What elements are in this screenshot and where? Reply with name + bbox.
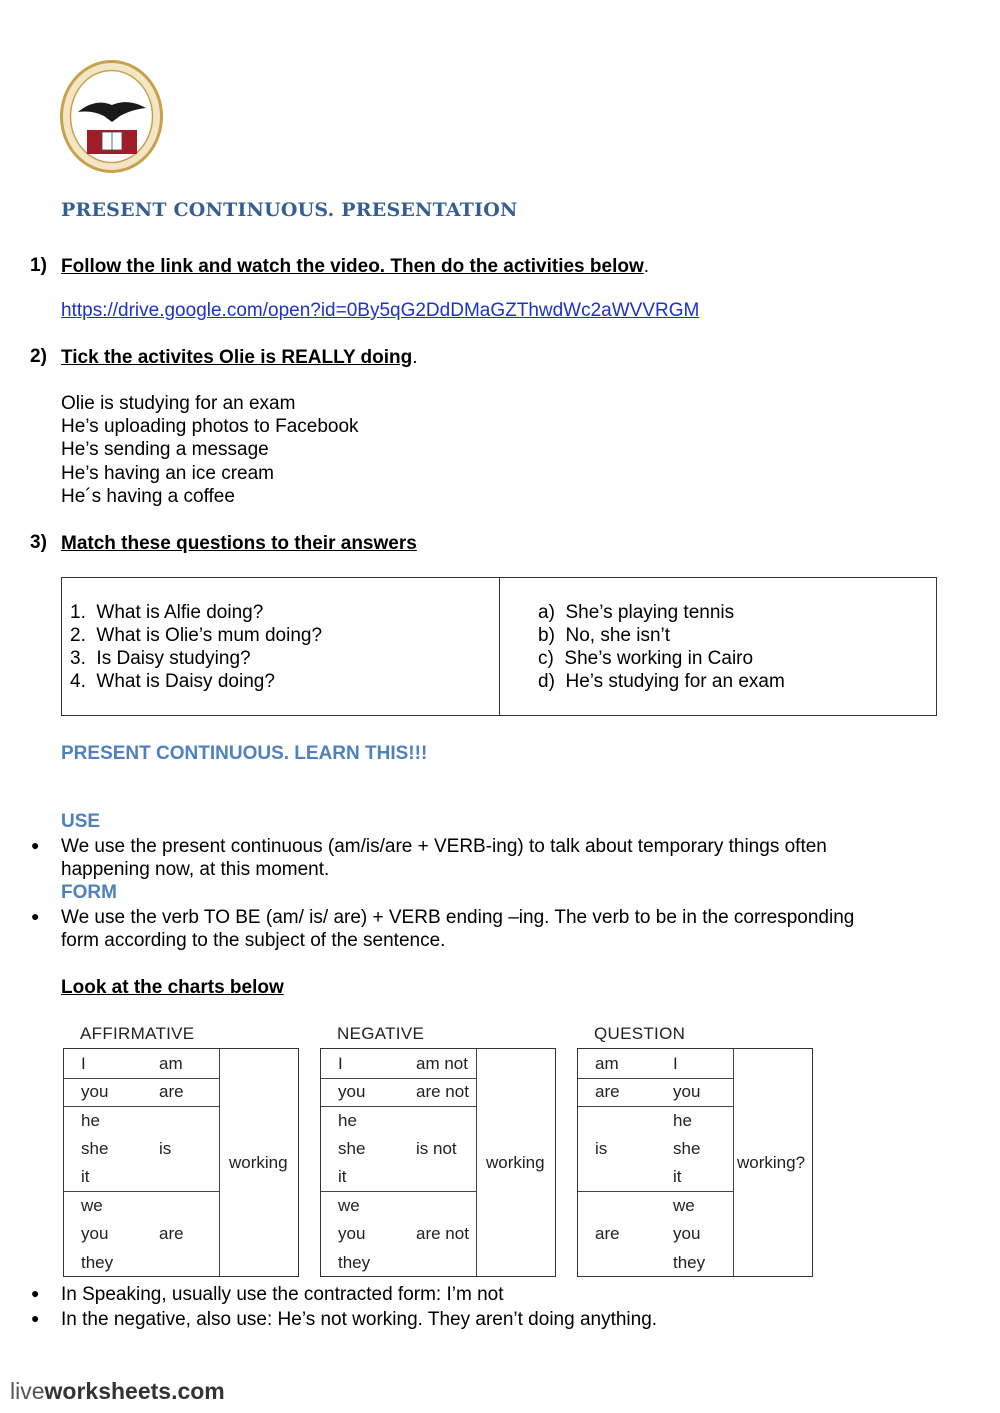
chart-verb-form: are not — [416, 1224, 469, 1243]
footer-suffix: .com — [171, 1378, 225, 1404]
affirmative-title: AFFIRMATIVE — [80, 1024, 195, 1043]
chart-subject: he — [673, 1111, 692, 1130]
answer-text: No, she isn’t — [565, 625, 671, 646]
activity-item[interactable]: Olie is studying for an exam — [61, 393, 296, 414]
chart-column-divider — [733, 1049, 734, 1276]
question-item[interactable] — [70, 670, 275, 693]
chart-subject: she — [673, 1139, 701, 1158]
charts-heading-text: Look at the charts below — [61, 977, 284, 998]
note-contracted-form: In Speaking, usually use the contracted form: I’m not — [61, 1284, 504, 1305]
chart-subject: he — [338, 1111, 357, 1130]
bullet-icon: ● — [31, 1310, 40, 1326]
question-text: What is Olie’s mum doing? — [96, 625, 323, 646]
chart-verb-form: am — [595, 1054, 619, 1073]
chart-row-divider — [321, 1106, 476, 1107]
chart-row-divider — [321, 1078, 476, 1079]
question-item[interactable] — [70, 624, 322, 647]
negative-title: NEGATIVE — [337, 1024, 425, 1043]
chart-subject: they — [338, 1253, 371, 1272]
chart-row-divider — [578, 1106, 733, 1107]
answer-item[interactable] — [538, 624, 670, 647]
section-1-number: 1) — [30, 255, 47, 276]
question-number: 2. — [70, 625, 86, 646]
form-label: FORM — [61, 882, 117, 903]
affirmative-chart — [63, 1048, 299, 1277]
activity-item[interactable]: He´s having a coffee — [61, 486, 235, 507]
chart-subject: we — [673, 1196, 695, 1215]
section-1-heading — [61, 255, 649, 278]
answer-item[interactable] — [538, 647, 753, 670]
chart-verb-form: am not — [416, 1054, 468, 1073]
chart-subject: you — [673, 1224, 701, 1243]
question-item[interactable] — [70, 647, 251, 670]
charts-heading — [61, 976, 284, 999]
chart-subject: they — [81, 1253, 114, 1272]
chart-subject: we — [338, 1196, 360, 1215]
use-label: USE — [61, 811, 101, 832]
negative-chart — [320, 1048, 556, 1277]
chart-row-divider — [578, 1078, 733, 1079]
chart-row-divider — [64, 1078, 219, 1079]
chart-subject: you — [338, 1224, 366, 1243]
chart-subject: we — [81, 1196, 103, 1215]
chart-subject: she — [81, 1139, 109, 1158]
chart-row-divider — [64, 1106, 219, 1107]
answer-item[interactable] — [538, 670, 785, 693]
bullet-icon: ● — [31, 837, 40, 853]
match-table — [61, 577, 937, 716]
match-table-divider — [499, 578, 500, 715]
answer-letter: b) — [538, 625, 555, 646]
activity-item[interactable]: He’s sending a message — [61, 439, 269, 460]
chart-row-divider — [321, 1191, 476, 1192]
answer-item[interactable] — [538, 601, 734, 624]
chart-subject: I — [81, 1054, 86, 1073]
answer-letter: d) — [538, 671, 555, 692]
chart-subject: it — [81, 1167, 90, 1186]
university-logo — [60, 60, 163, 173]
section-2-period: . — [412, 347, 418, 368]
chart-subject: you — [673, 1082, 701, 1101]
chart-column-divider — [476, 1049, 477, 1276]
section-2-heading — [61, 346, 418, 369]
learn-heading: PRESENT CONTINUOUS. LEARN THIS!!! — [61, 743, 428, 764]
question-text: What is Alfie doing? — [96, 602, 264, 623]
chart-main-verb: working — [229, 1153, 288, 1172]
question-item[interactable] — [70, 601, 263, 624]
chart-subject: she — [338, 1139, 366, 1158]
chart-verb-form: are — [595, 1082, 620, 1101]
footer-prefix: live — [10, 1378, 45, 1404]
footer-brand: worksheets — [44, 1378, 172, 1404]
section-2-heading-text: Tick the activites Olie is REALLY doing — [61, 347, 413, 368]
chart-verb-form: are — [159, 1224, 184, 1243]
chart-verb-form: is — [595, 1139, 608, 1158]
form-text-line-1: We use the verb TO BE (am/ is/ are) + VERB ending –ing. The verb to be in the corresponding — [61, 907, 855, 928]
chart-subject: they — [673, 1253, 706, 1272]
chart-subject: I — [338, 1054, 343, 1073]
liveworksheets-footer[interactable] — [10, 1378, 225, 1405]
chart-column-divider — [219, 1049, 220, 1276]
chart-verb-form: are — [159, 1082, 184, 1101]
form-text-line-2: form according to the subject of the sentence. — [61, 930, 446, 951]
bullet-icon: ● — [31, 908, 40, 924]
question-text: Is Daisy studying? — [96, 648, 251, 669]
question-number: 1. — [70, 602, 86, 623]
video-link[interactable]: https://drive.google.com/open?id=0By5qG2DdDMaGZThwdWc2aWVVRGM — [61, 300, 700, 321]
chart-subject: you — [81, 1082, 109, 1101]
chart-subject: he — [81, 1111, 100, 1130]
use-text-line-2: happening now, at this moment. — [61, 859, 330, 880]
chart-subject: it — [673, 1167, 682, 1186]
chart-verb-form: is not — [416, 1139, 457, 1158]
activity-item[interactable]: He’s uploading photos to Facebook — [61, 416, 359, 437]
chart-row-divider — [64, 1191, 219, 1192]
page-title: PRESENT CONTINUOUS. PRESENTATION — [61, 199, 518, 221]
answer-text: She’s playing tennis — [565, 602, 735, 623]
section-2-number: 2) — [30, 346, 47, 367]
note-negative-form: In the negative, also use: He’s not working. They aren’t doing anything. — [61, 1309, 658, 1330]
activity-item[interactable]: He’s having an ice cream — [61, 463, 274, 484]
chart-verb-form: am — [159, 1054, 183, 1073]
question-number: 3. — [70, 648, 86, 669]
chart-subject: I — [673, 1054, 678, 1073]
answer-letter: a) — [538, 602, 555, 623]
chart-subject: you — [338, 1082, 366, 1101]
chart-main-verb: working? — [737, 1153, 806, 1172]
chart-verb-form: is — [159, 1139, 172, 1158]
section-1-heading-text: Follow the link and watch the video. Then do the activities below — [61, 256, 644, 277]
answer-text: She’s working in Cairo — [564, 648, 754, 669]
question-number: 4. — [70, 671, 86, 692]
chart-verb-form: are not — [416, 1082, 469, 1101]
section-1-period: . — [643, 256, 650, 277]
section-3-heading-text: Match these questions to their answers — [61, 533, 417, 554]
chart-main-verb: working — [486, 1153, 545, 1172]
section-3-number: 3) — [30, 532, 47, 553]
question-title: QUESTION — [594, 1024, 686, 1043]
answer-text: He’s studying for an exam — [565, 671, 785, 692]
question-chart — [577, 1048, 813, 1277]
bullet-icon: ● — [31, 1285, 40, 1301]
answer-letter: c) — [538, 648, 554, 669]
chart-subject: it — [338, 1167, 347, 1186]
chart-verb-form: are — [595, 1224, 620, 1243]
chart-row-divider — [578, 1191, 733, 1192]
use-text-line-1: We use the present continuous (am/is/are + VERB-ing) to talk about temporary things often — [61, 836, 827, 857]
video-link-line — [61, 299, 699, 322]
chart-subject: you — [81, 1224, 109, 1243]
section-3-heading — [61, 532, 417, 555]
question-text: What is Daisy doing? — [96, 671, 275, 692]
